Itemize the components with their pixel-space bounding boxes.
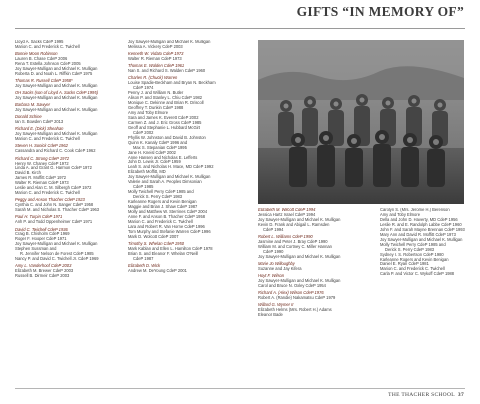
donor-line: Joy Sawyer-Mulligan and Michael K. Mulligan xyxy=(15,131,98,137)
footer-label: THE THACHER SCHOOL xyxy=(388,392,455,398)
donor-line: Anne Hansen and Nicholas E. Lefferts xyxy=(128,154,198,160)
memorial-column-1 xyxy=(15,40,115,281)
donor-line: Anne F. and Anson B. Thacher CdeP 1958 xyxy=(128,213,206,219)
honoree-name: Willard G. Wymer II xyxy=(258,302,294,308)
donor-line: Amy and Toby Elmore xyxy=(380,211,420,217)
memorial-entry xyxy=(15,52,115,77)
donor-line: Carla P. and Victor C. Wykoff CdeP 1988 xyxy=(380,271,455,277)
donor-line: Walter R. Rieman CdeP 1973 xyxy=(128,56,182,62)
donor-line: Tom Murphy and Stefanie Warren CdeP 1996 xyxy=(128,228,211,234)
memorial-entry xyxy=(258,291,358,301)
donor-line: Joy Sawyer-Mulligan and Michael K. Mulligan xyxy=(15,83,98,88)
title-divider xyxy=(15,28,465,29)
donor-line: Ian S. Bowden CdeP 2013 xyxy=(15,119,64,125)
donor-line: Joy Sawyer-Mulligan and Michael K. Mulligan xyxy=(15,95,98,101)
memorial-entry xyxy=(128,40,240,50)
honoree-name: Thomas E. Walden CdeP 1961 xyxy=(128,63,185,69)
memorial-entry xyxy=(380,208,480,277)
donor-line: Cynthia C. and John N. Sanger CdeP 1958 xyxy=(15,202,94,208)
donor-line: Melissa A. Vickery CdeP 2003 xyxy=(128,43,183,49)
donor-line: Carol and Bruce N. Oxley CdeP 1954 xyxy=(258,282,326,288)
donor-line: Kevin D. Frank and Abigail L. Ramsden xyxy=(258,221,330,227)
donor-line: Molly Twichell Perry CdeP 1985 and xyxy=(380,241,446,247)
donor-line: Louise Spadie-Beckham and Bryan N. Beckham xyxy=(128,80,216,86)
donor-line: David B. Kirch xyxy=(15,170,41,176)
memorial-entry xyxy=(128,64,240,74)
honoree-name: Donald Schine xyxy=(15,114,42,120)
honoree-name: Steven H. Sonick CdeP 1962 xyxy=(15,143,68,149)
honoree-name: Richard C. Strong CdeP 1972 xyxy=(15,155,70,161)
honoree-name: Thomas R. Russell CdeP 1958* xyxy=(15,78,73,84)
honoree-name: David C. Twichell CdeP 1936 xyxy=(15,226,68,232)
donor-line: Mary Ann and David R. Moffitt CdeP 1973 xyxy=(380,231,456,237)
donor-line: CdeP 2002 xyxy=(133,129,154,135)
donor-line: Joy Sawyer-Mulligan and Michael K. Mulligan xyxy=(258,253,341,259)
donor-line: Amy and Toby Elmore xyxy=(128,109,168,115)
donor-line: Joy Sawyer-Mulligan and Michael K. Mulligan xyxy=(380,236,463,242)
donor-line: Marion C. and Frederick C. Twichell xyxy=(380,266,445,272)
donor-line: Leslie and Alan C. M. Silbergh CdeP 1972 xyxy=(15,185,92,191)
donor-line: Marion C. and Frederick C. Twichell xyxy=(15,43,80,49)
donor-line: Anh P. and Todd Oppenheimer CdeP 1971 xyxy=(15,219,93,225)
honoree-name: Kenneth W. Vidato CdeP 1973 xyxy=(128,51,184,57)
donor-line: Geoff and Stephanie L. Hubbard McGirt xyxy=(128,124,201,130)
donor-line: Joy Sawyer-Mulligan and Michael K. Mulligan xyxy=(128,174,211,180)
donor-line: Roger F. Hooper CdeP 1971 xyxy=(15,236,67,242)
donor-line: Brian S. and Eleanor F. Whelan O'Neill xyxy=(128,250,199,256)
page-number: 37 xyxy=(457,392,464,398)
donor-line: Quinn K. Kanaly CdeP 1996 and xyxy=(128,139,188,145)
donor-line: Alison P. and Stanley L. Chiu CdeP 1982 xyxy=(128,95,203,101)
donor-line: Max S. Stepanian CdeP 1995 xyxy=(133,144,187,150)
honoree-name: Robert L. Williams CdeP 1990 xyxy=(258,233,313,239)
donor-line: Walter R. Rieman CdeP 1973 xyxy=(15,180,69,186)
honoree-name: Charles R. (Chuck) Warren xyxy=(128,75,178,81)
memorial-entry xyxy=(15,91,115,101)
memorial-entry xyxy=(15,115,115,125)
page-footer xyxy=(388,392,464,398)
donor-line: Eleanor Bade xyxy=(258,312,283,318)
donor-line: Monique C. Dekinne and Brian R. Driscoll xyxy=(128,100,204,106)
donor-line: Lloyd A. Sacks CdeP 1995 xyxy=(15,40,64,44)
memorial-entry xyxy=(258,303,358,318)
donor-line: CdeP 1974 xyxy=(133,85,154,91)
honoree-name: Elizabeth M. Wilcott CdeP 1994 xyxy=(258,208,316,212)
memorial-entry xyxy=(15,40,115,50)
donor-line: Sarah M. and Nicholas S. Thacher CdeP 1963 xyxy=(15,207,100,213)
donor-line: Maggie and Brian J. Shaw CdeP 1987 xyxy=(128,204,198,210)
donor-line: Molly and Matthew W. Sterrines CdeP 2004 xyxy=(128,209,208,215)
memorial-entry xyxy=(15,198,115,213)
donor-line: Joy Sawyer-Mulligan and Michael K. Mulligan xyxy=(128,40,211,44)
donor-line: Sara and James K. Everett CdeP 2002 xyxy=(128,114,199,120)
donor-line: Sydney I. S. Robertson CdeP 1980 xyxy=(380,251,444,257)
donor-line: Cassandra and Richard C. Cook CdeP 1962 xyxy=(15,148,96,154)
honoree-name: Hoyt F. Wilson xyxy=(258,273,285,278)
donor-line: James R. Moffitt CdeP 1972 xyxy=(15,175,67,181)
footer-divider xyxy=(15,388,465,389)
donor-line: Linda A. and Grant G. Harmon CdeP 1972 xyxy=(15,165,92,171)
donor-line: Phyllis W. Johnston and David B. Johnston xyxy=(128,134,206,140)
donor-line: Roberta D. and Noah L. Riffkin CdeP 1975 xyxy=(15,70,93,76)
honoree-name: Elizabeth D. Wick xyxy=(128,262,161,268)
donor-line: CdeP 1987 xyxy=(133,255,154,261)
donor-line: Nan S. and Richard S. Walden CdeP 1960 xyxy=(128,68,206,74)
memorial-entry xyxy=(15,144,115,154)
honoree-name: Marie Jo Willoughby xyxy=(258,260,295,266)
donor-line: Russell B. Dirmeir CdeP 2003 xyxy=(15,273,70,279)
honoree-name: Timothy S. Whelan CdeP 1950 xyxy=(128,240,185,246)
donor-line: Elizabeth Helms (Mrs. Robert H.) Adams xyxy=(258,307,332,313)
donor-line: Joy Sawyer-Mulligan and Michael K. Mulligan xyxy=(15,65,98,71)
donor-line: Mark D. Wolcott CdeP 2007 xyxy=(128,233,179,239)
honoree-name: Peggy and Anson Thacher CdeP 1923 xyxy=(15,197,85,203)
memorial-column-3 xyxy=(258,208,358,320)
honoree-name: Richard A. (Alex) Wilson CdeP 1976 xyxy=(258,290,324,296)
page-title: GIFTS “IN MEMORY OF” xyxy=(296,4,464,19)
donor-line: Robert A. (Randie) Nakamatsu CdeP 1979 xyxy=(258,295,336,300)
memorial-entry xyxy=(15,79,115,89)
donor-line: Penny J. and William N. Butler xyxy=(128,90,184,96)
donor-line: Henry W. Chaney CdeP 1972 xyxy=(15,160,69,166)
memorial-entry xyxy=(15,157,115,197)
memorial-entry xyxy=(258,274,358,289)
memorial-entry xyxy=(258,262,358,272)
honoree-name: Richard E. (Dick) Sheahan xyxy=(15,126,64,132)
donor-line: Joy Sawyer-Mulligan and Michael K. Mulligan xyxy=(15,107,98,113)
donor-line: Geoffrey T. Dunkin CdeP 1988 xyxy=(128,105,184,110)
donor-line: Mark Kablan and Ellen L. Hamilton CdeP 1978 xyxy=(128,245,213,251)
honoree-name: OH Sacks (son of Lloyd A. Sacks CdeP 1995) xyxy=(15,90,98,96)
donor-line: Leah S. and Nicholas H. Mace, MD CdeP 1992 xyxy=(128,164,214,170)
donor-line: Derick S. Perry CdeP 1983 xyxy=(385,246,435,252)
memorial-entry xyxy=(15,103,115,113)
memorial-column-4 xyxy=(380,208,480,280)
donor-line: Lara and Robert R. Van Horne CdeP 1996 xyxy=(128,223,205,229)
donor-line: William M. and Cortney C. Miller Hannan xyxy=(258,243,332,249)
memorial-entry xyxy=(258,235,358,260)
memorial-entry xyxy=(128,52,240,62)
donor-line: Joy Sawyer-Mulligan and Michael K. Mulligan xyxy=(258,216,341,222)
memorial-entry xyxy=(15,215,115,225)
donor-line: Carmen Z. and J. Eric Gross CdeP 1985 xyxy=(128,119,202,125)
donor-line: Lauren B. Chase CdeP 2006 xyxy=(15,56,68,62)
donor-line: Elizabeth Moffitt, MD xyxy=(128,169,166,175)
donor-line: Della and John D. Haverty, MD CdeP 1956 xyxy=(380,216,458,222)
donor-line: Jasmine and Peter J. Bray CdeP 1990 xyxy=(258,238,328,244)
donor-line: Valerie and Sarah A. Peoples Dimsonian xyxy=(128,179,202,185)
donor-line: Joy Sawyer-Mulligan and Michael K. Mulligan xyxy=(258,277,341,283)
donor-line: John F. and Sarah Mayne Brennan CdeP 1993 xyxy=(380,226,465,232)
donor-line: Karleanne Rogers and Kevin Benigan xyxy=(128,199,197,205)
donor-line: Derick S. Perry CdeP 1983 xyxy=(133,194,183,200)
donor-line: Andrew M. DeYoung CdeP 2001 xyxy=(128,267,187,273)
donor-line: Nancy P. and David C. Twichell Jr. CdeP 1969 xyxy=(15,256,99,262)
donor-line: Rena T. Estella Johnson CdeP 2005 xyxy=(15,61,81,66)
honoree-name: Paul H. Turpin CdeP 1971 xyxy=(15,214,63,220)
donor-line: Jessica Hartz Israel CdeP 1994 xyxy=(258,211,316,217)
honoree-name: Amy L. Vanderhoof CdeP 2003 xyxy=(15,263,72,269)
donor-line: Karleanne Rogers and Kevin Benigan xyxy=(380,256,449,262)
donor-line: Elizabeth M. Brewer CdeP 2003 xyxy=(15,268,74,274)
donor-line: Marion C. and Frederick C. Twichell xyxy=(128,218,193,224)
donor-line: Marion C. and Frederick C. Twichell xyxy=(15,190,80,196)
donor-line: Marion C. and Frederick C. Twichell xyxy=(15,136,80,142)
donor-line: Leslie R. and E. Randolph Labbe CdeP 1960 xyxy=(380,221,462,227)
donor-line: Jane H. Kneisl CdeP 2002 xyxy=(128,149,176,155)
memorial-entry xyxy=(15,127,115,142)
donor-line: Craig B. Chisholm CdeP 1969 xyxy=(15,231,70,237)
honoree-name: Barbara M. Sawyer xyxy=(15,102,51,108)
memorial-column-2 xyxy=(128,40,240,276)
group-photo xyxy=(258,40,464,204)
honoree-name: Bonnie Moon Robinson xyxy=(15,51,58,57)
donor-line: CdeP 1990 xyxy=(263,248,284,254)
memorial-entry xyxy=(258,208,358,233)
donor-line: CdeP 1985 xyxy=(133,184,154,190)
memorial-entry xyxy=(128,242,240,262)
donor-line: John D. Lewis Jr. CdeP 1959 xyxy=(128,159,181,165)
donor-line: Daniel E. Ryan CdeP 1981 xyxy=(380,261,429,267)
memorial-entry xyxy=(128,264,240,274)
donor-line: Joy Sawyer-Mulligan and Michael K. Mulligan xyxy=(15,241,98,247)
donor-line: Stephen Sussman and xyxy=(15,246,57,252)
donor-line: R. Jennifer Nelson de Forest CdeP 1985 xyxy=(20,251,94,257)
memorial-entry xyxy=(15,264,115,279)
donor-line: CdeP 1994 xyxy=(263,226,284,232)
memorial-entry xyxy=(128,76,240,239)
donor-line: Carolyn S. (Mrs. Jerome H.) Berenson xyxy=(380,208,450,212)
memorial-entry xyxy=(15,228,115,263)
donor-line: Molly Twichell Perry CdeP 1985 and xyxy=(128,189,194,195)
donor-line: Suzanne and Jay Kifera xyxy=(258,265,302,271)
